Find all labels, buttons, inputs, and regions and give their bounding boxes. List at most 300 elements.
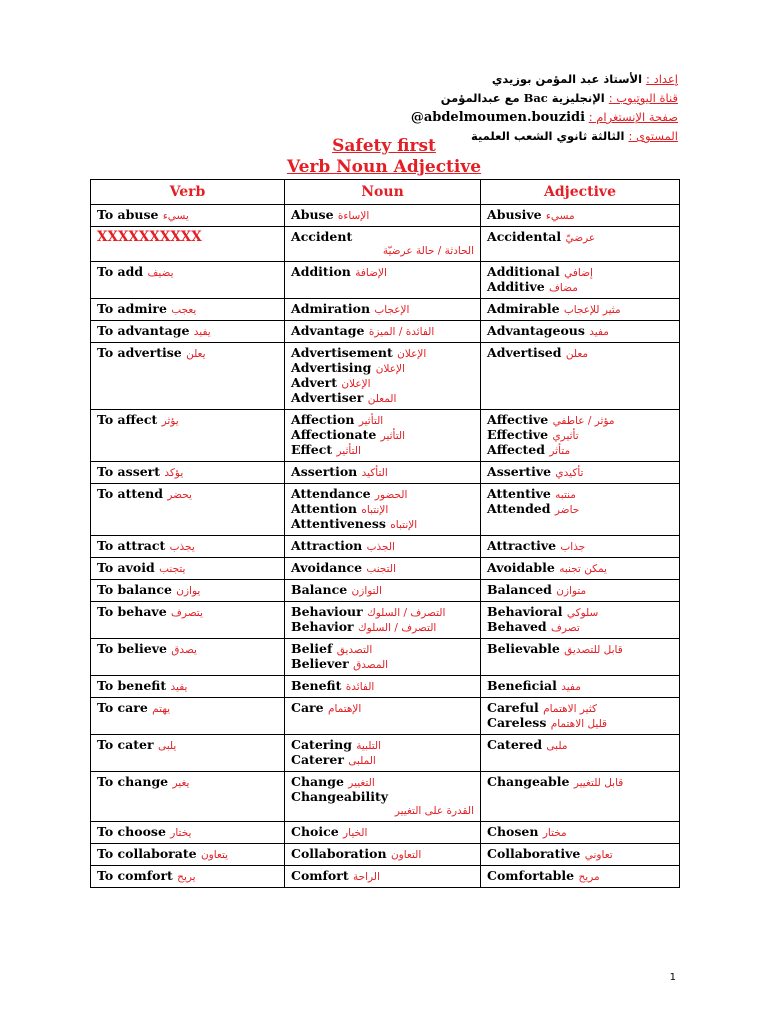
word-entry [291,825,474,840]
verb-cell [91,299,285,321]
word-entry [97,583,278,598]
adjective-cell [481,822,680,844]
column-header-noun: Noun [285,180,481,205]
noun-cell [285,844,481,866]
english-word: Accidental [487,229,562,244]
word-entry [291,738,474,753]
word-entry [487,502,673,517]
word-entry [291,208,474,223]
arabic-translation: المصدق [353,659,389,671]
arabic-translation: متوازن [556,585,587,597]
arabic-translation: التصديق [336,644,373,656]
arabic-translation: الإعلان [341,378,371,390]
table-header-row [91,180,680,205]
english-word: Careful [487,700,539,715]
arabic-translation: يوازن [176,585,201,597]
word-entry [291,443,474,458]
word-entry [291,230,474,244]
arabic-translation: مختار [542,827,567,839]
arabic-translation: الإضافة [355,267,387,279]
word-entry [97,738,278,753]
english-word: To attend [97,486,163,501]
noun-cell [285,484,481,536]
youtube-bac: Bac [523,91,548,105]
english-word: Behavioral [487,604,563,619]
word-entry [291,869,474,884]
table-row [91,735,680,772]
arabic-translation: يتعاون [200,849,229,861]
adjective-cell [481,484,680,536]
arabic-translation: إضافي [564,267,593,279]
english-word: Accident [291,229,353,244]
vocabulary-table [90,179,680,888]
adjective-cell [481,676,680,698]
english-word: Abusive [487,207,542,222]
adjective-cell [481,227,680,262]
english-word: Believable [487,641,560,656]
arabic-translation: الفائدة [345,681,375,693]
arabic-translation: عرضيّ [565,232,596,244]
adjective-cell [481,772,680,822]
english-word: Behavior [291,619,354,634]
word-entry [97,465,278,480]
arabic-translation: الحادثة / حالة عرضيّة [382,245,474,257]
arabic-translation: تصرف [551,622,580,634]
arabic-translation: مؤثر / عاطفي [552,415,615,427]
word-entry [487,605,673,620]
english-word: Catered [487,737,543,752]
arabic-translation: الحضور [374,489,408,501]
verb-cell [91,536,285,558]
arabic-translation: يفيد [170,681,188,693]
arabic-translation: الجذب [366,541,395,553]
table-row [91,558,680,580]
english-word: Changeability [291,789,389,804]
english-word: Advantageous [487,323,585,338]
arabic-translation: مسيء [545,210,575,222]
arabic-translation: متأثر [549,445,571,457]
adjective-cell [481,205,680,227]
arabic-translation: كثير الاهتمام [543,703,598,715]
table-row [91,343,680,410]
noun-cell [285,676,481,698]
english-word: Changeable [487,774,570,789]
arabic-translation: قابل للتغيير [573,777,624,789]
english-word: Benefit [291,678,342,693]
word-entry [487,620,673,635]
arabic-translation: التصرف / السلوك [367,607,446,619]
arabic-translation: الخيار [343,827,368,839]
arabic-translation: حاضر [554,504,580,516]
verb-cell [91,410,285,462]
word-entry [487,487,673,502]
word-entry [291,487,474,502]
prepared-by-value: الأستاذ عبد المؤمن بوزيدي [491,72,647,86]
word-entry [487,539,673,554]
verb-cell [91,639,285,676]
noun-cell [285,262,481,299]
english-word: Attraction [291,538,363,553]
word-entry [487,324,673,339]
prepared-by-label: إعداد : [646,72,678,86]
english-word: Avoidable [487,560,555,575]
arabic-translation: الفائدة / الميزة [368,326,435,338]
word-entry [291,465,474,480]
verb-cell [91,227,285,262]
level-label: المستوى : [628,129,678,143]
arabic-translation: يمكن تجنبه [559,563,607,575]
arabic-translation: يجذب [169,541,195,553]
noun-cell [285,580,481,602]
word-entry [291,561,474,576]
word-entry [291,790,474,804]
table-row [91,205,680,227]
arabic-translation: التوازن [351,585,382,597]
english-word: Assertive [487,464,552,479]
english-word: To advertise [97,345,182,360]
english-word: Advertising [291,360,372,375]
english-word: Chosen [487,824,539,839]
english-word: Admiration [291,301,371,316]
english-word: Advantage [291,323,365,338]
word-entry [291,642,474,657]
arabic-translation: ملبى [546,740,568,752]
table-row [91,262,680,299]
arabic-translation: الإنتباه [390,519,418,531]
noun-cell [285,205,481,227]
youtube-label: قناة اليوتيوب : [608,91,678,105]
english-word: Balance [291,582,348,597]
word-entry [291,346,474,361]
word-entry [487,465,673,480]
table-body [91,205,680,888]
english-word: Care [291,700,324,715]
english-word: Affectionate [291,427,377,442]
english-word: To assert [97,464,161,479]
arabic-translation: يضيف [147,267,174,279]
noun-cell [285,735,481,772]
english-word: To care [97,700,148,715]
verb-cell [91,462,285,484]
word-entry [487,775,673,790]
english-word: Attention [291,501,358,516]
word-entry [97,847,278,862]
arabic-translation: قابل للتصديق [564,644,623,656]
noun-cell [285,698,481,735]
word-entry [487,561,673,576]
word-entry [487,701,673,716]
word-entry [291,391,474,406]
verb-cell [91,822,285,844]
english-word: To collaborate [97,846,197,861]
english-word: To cater [97,737,154,752]
page-number: 1 [669,972,676,983]
verb-cell [91,735,285,772]
adjective-cell [481,580,680,602]
english-word: To change [97,774,169,789]
arabic-translation: يؤثر [161,415,179,427]
arabic-translation: يفيد [193,326,211,338]
table-row [91,772,680,822]
noun-cell [285,343,481,410]
arabic-translation: يعجب [171,304,197,316]
word-entry [97,869,278,884]
arabic-translation: تأثيري [552,430,579,442]
instagram-line [411,108,678,127]
english-word: Caterer [291,752,344,767]
english-word: To add [97,264,144,279]
youtube-line [411,89,678,108]
english-word: Attended [487,501,551,516]
noun-cell [285,866,481,888]
prepared-by-line [411,70,678,89]
english-word: To balance [97,582,172,597]
english-word: To avoid [97,560,155,575]
arabic-translation: التصرف / السلوك [358,622,437,634]
noun-cell [285,299,481,321]
arabic-translation: تعاوني [584,849,613,861]
arabic-translation: يختار [170,827,192,839]
column-header-adjective: Adjective [481,180,680,205]
english-word: To admire [97,301,167,316]
word-entry [97,561,278,576]
word-entry [487,230,673,245]
table-row [91,462,680,484]
arabic-translation: الإهتمام [327,703,362,715]
arabic-translation: يسيء [162,210,189,222]
word-entry [291,376,474,391]
noun-cell [285,602,481,639]
verb-cell [91,602,285,639]
table-row [91,321,680,343]
table-row [91,299,680,321]
word-entry [291,605,474,620]
english-word: Beneficial [487,678,557,693]
arabic-translation: يؤكد [164,467,184,479]
english-word: Collaboration [291,846,387,861]
youtube-value-1: الإنجليزية [547,91,609,105]
word-entry [487,265,673,280]
arabic-translation: مثير للإعجاب [563,304,621,316]
adjective-cell [481,639,680,676]
english-word: Advertisement [291,345,393,360]
english-word: Believer [291,656,349,671]
word-entry [487,280,673,295]
english-word: To comfort [97,868,173,883]
english-word: Assertion [291,464,358,479]
english-word: To attract [97,538,166,553]
english-word: Comfort [291,868,349,883]
word-entry [97,324,278,339]
adjective-cell [481,536,680,558]
english-word: Behaved [487,619,547,634]
word-entry [487,642,673,657]
english-word: To affect [97,412,158,427]
adjective-cell [481,262,680,299]
english-word: Comfortable [487,868,575,883]
english-word: Affection [291,412,355,427]
verb-cell [91,698,285,735]
word-entry [97,701,278,716]
word-entry [97,605,278,620]
word-entry [291,539,474,554]
english-word: Choice [291,824,339,839]
english-word: Attendance [291,486,371,501]
word-entry [97,539,278,554]
word-entry [97,208,278,223]
word-entry [97,302,278,317]
noun-cell [285,639,481,676]
verb-cell [91,580,285,602]
english-word: Balanced [487,582,552,597]
arabic-translation: مريح [578,871,600,883]
word-entry [97,265,278,280]
word-entry [487,847,673,862]
noun-cell [285,772,481,822]
english-word: Advert [291,375,338,390]
table-row [91,410,680,462]
arabic-translation: معلن [565,348,589,360]
adjective-cell [481,735,680,772]
word-entry [291,775,474,790]
noun-cell [285,321,481,343]
english-word: Admirable [487,301,560,316]
word-entry [487,583,673,598]
verb-cell [91,844,285,866]
word-entry [487,869,673,884]
arabic-translation: التجنب [366,563,396,575]
word-entry [97,487,278,502]
youtube-value-2: مع عبدالمؤمن [440,91,524,105]
english-word: Change [291,774,344,789]
arabic-translation: منتبه [555,489,576,501]
table-row [91,602,680,639]
english-word: To choose [97,824,166,839]
arabic-translation: المعلن [367,393,397,405]
noun-cell [285,462,481,484]
english-word: Behaviour [291,604,363,619]
noun-cell [285,558,481,580]
english-word: Affected [487,442,545,457]
instagram-label: صفحة الإنستغرام : [588,110,678,124]
arabic-translation: التعاون [390,849,422,861]
table-row [91,676,680,698]
arabic-translation: يغير [172,777,190,789]
word-entry [291,361,474,376]
title-safety-first: Safety first [332,136,436,156]
english-word: To behave [97,604,167,619]
english-word: Catering [291,737,352,752]
verb-cell [91,343,285,410]
word-entry [487,738,673,753]
arabic-translation: الإنتباه [361,504,389,516]
table-row [91,844,680,866]
table-row [91,580,680,602]
table-row [91,536,680,558]
arabic-translation: التأثير [380,430,406,442]
word-entry [291,265,474,280]
english-word: Attractive [487,538,557,553]
adjective-cell [481,698,680,735]
verb-cell [91,772,285,822]
english-word: Attentive [487,486,551,501]
verb-cell [91,321,285,343]
word-entry [291,502,474,517]
verb-cell [91,558,285,580]
word-entry [291,517,474,532]
word-entry [291,657,474,672]
arabic-translation: يلبى [157,740,177,752]
adjective-cell [481,866,680,888]
english-word: Abuse [291,207,334,222]
english-word: Effective [487,427,549,442]
arabic-translation: التأكيد [361,467,388,479]
verb-cell [91,205,285,227]
word-entry [487,208,673,223]
verb-cell [91,866,285,888]
verb-cell [91,676,285,698]
arabic-translation: الإعجاب [374,304,410,316]
word-entry [487,302,673,317]
instagram-handle: @abdelmoumen.bouzidi [410,110,586,125]
english-word: Advertiser [291,390,364,405]
arabic-translation: سلوكي [566,607,599,619]
word-entry [97,775,278,790]
table-row [91,639,680,676]
english-word: Collaborative [487,846,581,861]
word-entry [487,443,673,458]
english-word: Avoidance [291,560,363,575]
arabic-translation: يحضر [167,489,192,501]
english-word: Additional [487,264,560,279]
column-header-verb: Verb [91,180,285,205]
english-word: Effect [291,442,333,457]
word-entry [291,847,474,862]
arabic-translation: الراحة [352,871,380,883]
noun-cell [285,410,481,462]
table-row [91,484,680,536]
adjective-cell [481,410,680,462]
adjective-cell [481,558,680,580]
word-entry [291,620,474,635]
english-word: Advertised [487,345,562,360]
arabic-translation: الملبى [348,755,376,767]
adjective-cell [481,844,680,866]
word-entry [291,302,474,317]
arabic-translation: يتصرف [171,607,203,619]
english-word: To benefit [97,678,167,693]
adjective-cell [481,343,680,410]
word-entry [291,324,474,339]
arabic-translation: التأثير [336,445,361,457]
arabic-translation: مفيد [589,326,609,338]
word-entry [97,642,278,657]
word-entry [97,346,278,361]
arabic-translation: التلبية [356,740,382,752]
word-entry [97,825,278,840]
english-word: To advantage [97,323,190,338]
arabic-translation: جذاب [560,541,586,553]
word-entry [97,413,278,428]
word-entry [487,428,673,443]
english-word: To believe [97,641,167,656]
english-word: Affective [487,412,549,427]
word-entry [487,825,673,840]
word-entry [291,428,474,443]
noun-cell [285,822,481,844]
adjective-cell [481,602,680,639]
arabic-translation: يتجنب [159,563,186,575]
